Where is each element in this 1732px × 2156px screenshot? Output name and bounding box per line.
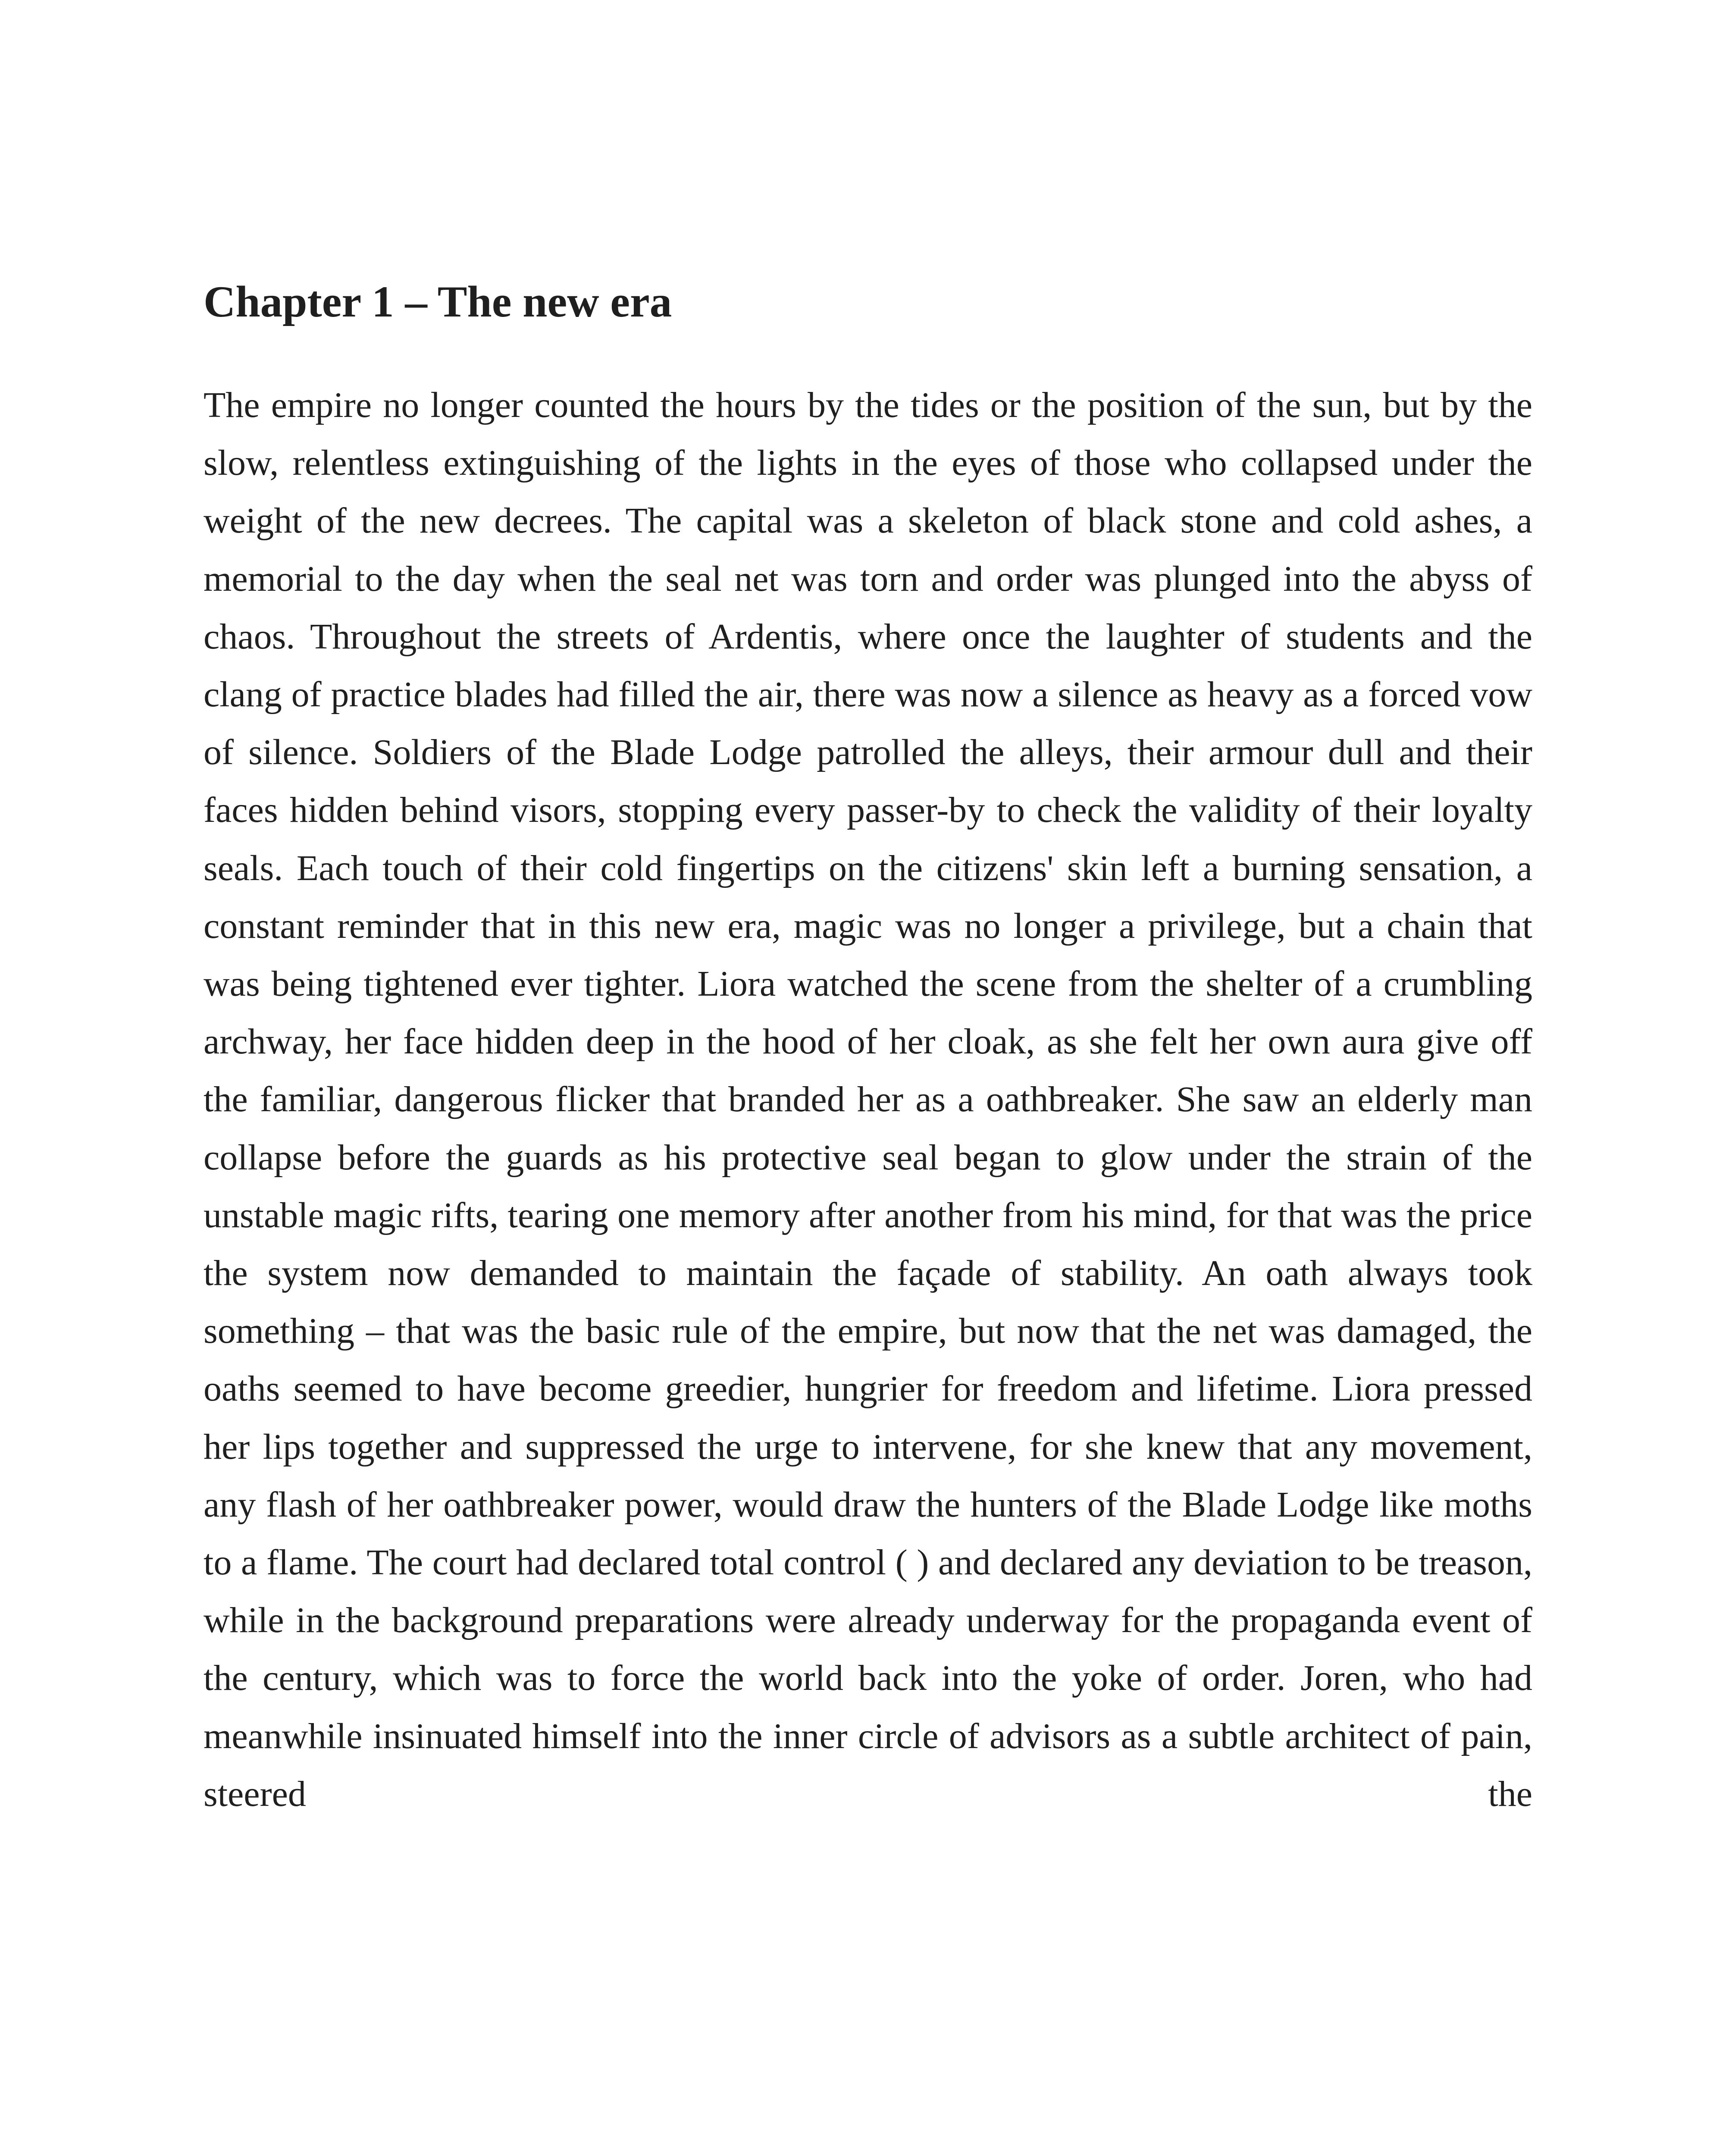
body-paragraph: The empire no longer counted the hours by the tides or the position of the sun, but by the slow, relentless extinguishing of the lights in the eyes of those who collapsed under the weight of the new decrees. The capital was a skeleton of black stone and cold ashes, a memorial to the day when the seal net was torn and order was plunged into the abyss of chaos. Throughout the streets of Ardentis, where once the laughter of students and the clang of practice blades had filled the air, there was now a silence as heavy as a forced vow of silence. Soldiers of the Blade Lodge patrolled the alleys, their armour dull and their faces hidden behind visors, stopping every passer-by to check the validity of their loyalty seals. Each touch of their cold fingertips on the citizens' skin left a burning sensation, a constant reminder that in this new era, magic was no longer a privilege, but a chain that was being tightened ever tighter. Liora watched the scene from the shelter of a crumbling archway, her face hidden deep in the hood of her cloak, as she felt her own aura give off the familiar, dangerous flicker that branded her as a oathbreaker. She saw an elderly man collapse before the guards as his protective seal began to glow under the strain of the unstable magic rifts, tearing one memory after another from his mind, for that was the price the system now demanded to maintain the façade of stability. An oath always took something – that was the basic rule of the empire, but now that the net was damaged, the oaths seemed to have become greedier, hungrier for freedom and lifetime. Liora pressed her lips together and suppressed the urge to intervene, for she knew that any movement, any flash of her oathbreaker power, would draw the hunters of the Blade Lodge like moths to a flame. The court had declared total control ( ) and declared any deviation to be treason, while in the background preparations were already underway for the propaganda event of the century, which was to force the world back into the yoke of order. Joren, who had meanwhile insinuated himself into the inner circle of advisors as a subtle architect of pain, steered the: [204, 385, 1532, 1814]
chapter-title: Chapter 1 – The new era: [204, 277, 672, 326]
page-content: [204, 265, 1532, 1823]
